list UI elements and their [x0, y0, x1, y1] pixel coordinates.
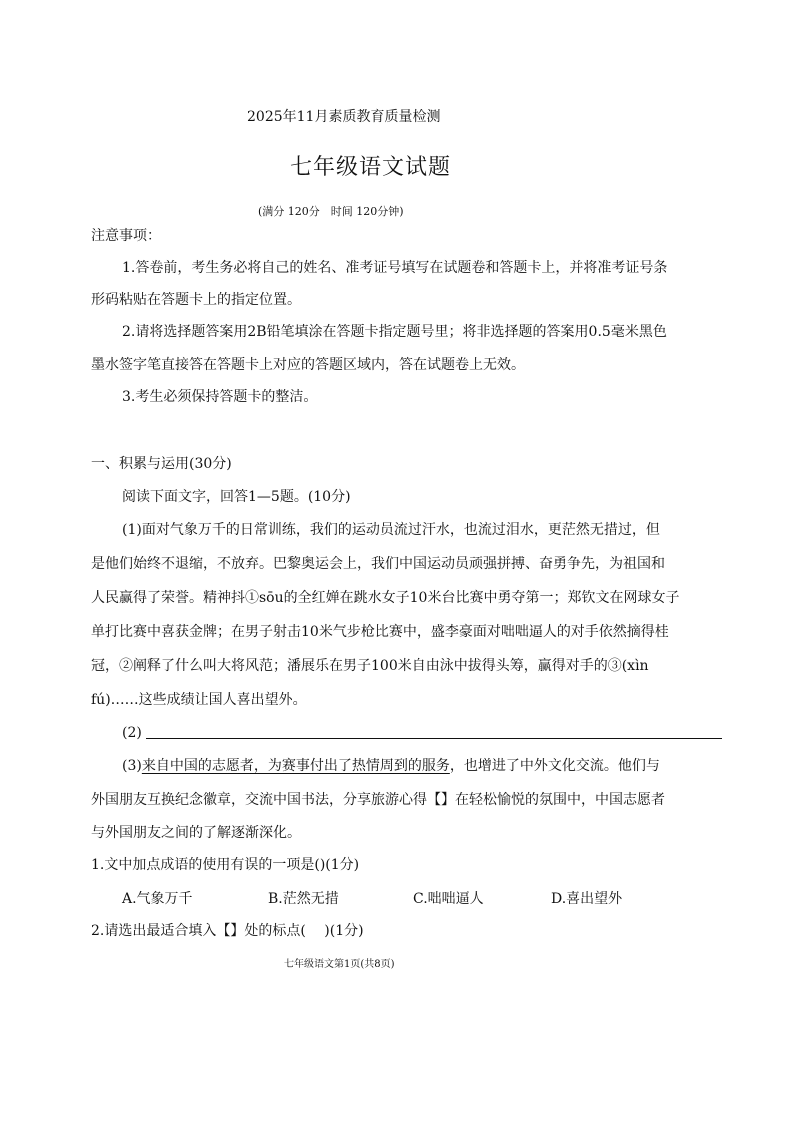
passage-p3-prefix: (3): [122, 758, 142, 774]
passage-p3-line-2: 外国朋友互换纪念徽章，交流中国书法，分享旅游心得【】在轻松愉悦的氛围中，中国志愿者: [91, 792, 665, 808]
passage-p1-line-5: 冠，②阐释了什么叫大将风范；潘展乐在男子100米自由泳中拔得头筹，赢得对手的③(xìn: [91, 658, 649, 674]
question-1-option-a: A.气象万千: [122, 891, 193, 907]
passage-p1-line-2: 是他们始终不退缩，不放弃。巴黎奥运会上，我们中国运动员顽强拼搏、奋勇争先，为祖国和: [91, 556, 665, 572]
question-1: 1.文中加点成语的使用有误的一项是()(1分): [91, 857, 360, 873]
passage-p1-line-1: (1)面对气象万千的日常训练，我们的运动员流过汗水，也流过泪水，更茫然无措过，但: [122, 522, 660, 538]
passage-p1-line-6: fú)……这些成绩让国人喜出望外。: [91, 692, 307, 708]
exam-title: 七年级语文试题: [290, 155, 452, 180]
question-1-option-c: C.咄咄逼人: [413, 891, 484, 907]
passage-p3-underlined-sentence: 来自中国的志愿者，为赛事付出了热情周到的服务: [141, 758, 450, 774]
note-item-2-line-2: 墨水签字笔直接答在答题卡上对应的答题区域内，答在试题卷上无效。: [91, 357, 525, 373]
passage-p3-rest: ，也增进了中外文化交流。他们与: [449, 758, 660, 774]
passage-p1-line-3: 人民赢得了荣誉。精神抖①sōu的全红婵在跳水女子10米台比赛中勇夺第一；郑钦文在网球女子: [91, 590, 680, 606]
question-1-option-b: B.茫然无措: [268, 891, 339, 907]
page-footer: 七年级语文第1页(共8页): [284, 959, 395, 970]
question-2: 2.请选出最适合填入【】处的标点( )(1分): [91, 923, 364, 939]
note-item-3: 3.考生必须保持答题卡的整洁。: [122, 389, 318, 405]
section-1-heading: 一、积累与运用(30分): [91, 456, 232, 472]
note-item-1-line-1: 1.答卷前，考生务必将自己的姓名、准考证号填写在试题卷和答题卡上，并将准考证号条: [122, 260, 668, 276]
note-item-1-line-2: 形码粘贴在答题卡上的指定位置。: [91, 292, 301, 308]
passage-p3-line-3: 与外国朋友之间的了解逐渐深化。: [91, 825, 301, 841]
exam-header: 2025年11月素质教育质量检测: [247, 109, 441, 125]
passage-p3-line-1: [122, 756, 660, 776]
notes-heading: 注意事项：: [91, 228, 161, 244]
exam-meta: (满分 120分 时间 120分钟): [258, 205, 404, 218]
note-item-2-line-1: 2.请将选择题答案用2B铅笔填涂在答题卡指定题号里；将非选择题的答案用0.5毫米黑色: [122, 324, 667, 340]
passage-p1-line-4: 单打比赛中喜获金牌；在男子射击10米气步枪比赛中，盛李豪面对咄咄逼人的对手依然摘得桂: [91, 624, 669, 640]
section-1-instruction: 阅读下面文字，回答1—5题。(10分): [122, 489, 351, 505]
question-1-option-d: D.喜出望外: [551, 891, 623, 907]
passage-p2-label: (2): [122, 725, 142, 741]
passage-p2-blank-line: [146, 738, 722, 739]
